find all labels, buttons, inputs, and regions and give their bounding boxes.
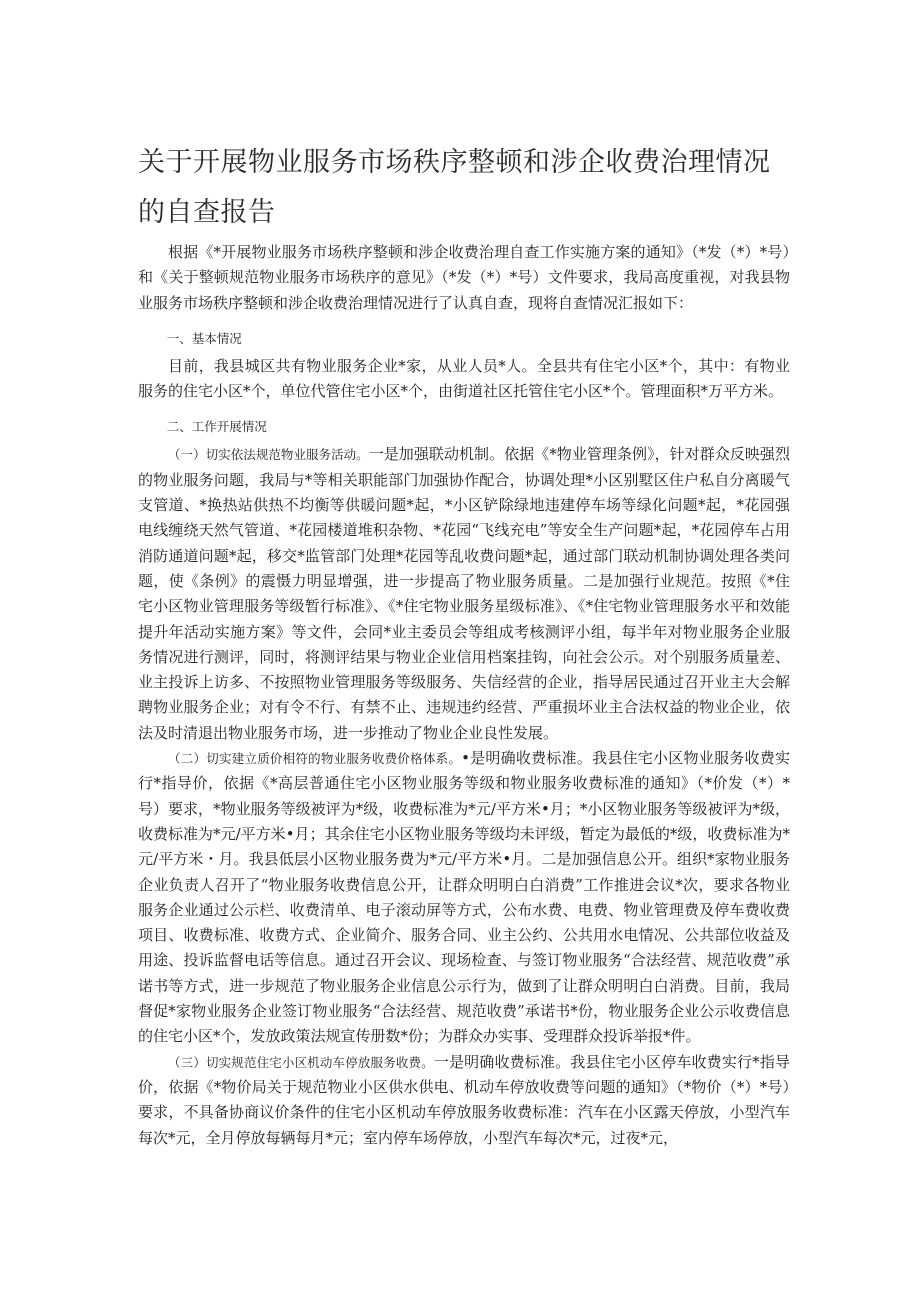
document-title: 关于开展物业服务市场秩序整顿和涉企收费治理情况的自查报告 <box>138 147 771 228</box>
document-body <box>138 240 790 1151</box>
item2-text: •是明确收费标准。我县住宅小区物业服务收费实行*指导价，依据《*高层普通住宅小区物业服务等级和物业服务收费标准的通知》（*价发（*）*号）要求，*物业服务等级被评为*级，收费标准为*元/平方米•月；*小区物业服务等级被评为*级，收费标准为*元/平方米•月；其余住宅小区物业服务等级均未评级，暂定为最低的*级，收费标准为*元/平方米・月。我县低层小区物业服务费为*元/平方米•月。二是加强信息公开。组织*家物业服务企业负责人召开了“物业服务收费信息公开，让群众明明白白消费”工作推进会议*次，要求各物业服务企业通过公示栏、收费清单、电子滚动屏等方式，公布水费、电费、物业管理费及停车费收费项目、收费标准、收费方式、企业简介、服务合同、业主公约、公共用水电情况、公共部位收益及用途、投诉监督电话等信息。通过召开会议、现场检查、与签订物业服务“合法经营、规范收费”承诺书等方式，进一步规范了物业服务企业信息公示行为，做到了让群众明明白白消费。目前，我局督促*家物业服务企业签订物业服务“合法经营、规范收费”承诺书*份，物业服务企业公示收费信息的住宅小区*个，发放政策法规宣传册数*份；为群众办实事、受理群众投诉举报*件。 <box>138 749 790 1046</box>
item1-paragraph <box>138 442 790 746</box>
item3-lead: （三）切实规范住宅小区机动车停放服务收费。 <box>168 1054 434 1070</box>
item3-paragraph <box>138 1050 790 1151</box>
item3-text: 一是明确收费标准。我县住宅小区停车收费实行*指导价，依据《*物价局关于规范物业小区供水供电、机动车停放收费等问题的通知》（*物价（*）*号）要求，不具备协商议价条件的住宅小区机动车停放服务收费标准：汽车在小区露天停放，小型汽车每次*元，全月停放每辆每月*元；室内停车场停放，小型汽车每次*元，过夜*元， <box>138 1052 790 1147</box>
item1-text: 一是加强联动机制。依据《*物业管理条例》，针对群众反映强烈的物业服务问题，我局与*等相关职能部门加强协作配合，协调处理*小区别墅区住户私自分离暖气支管道、*换热站供热不均衡等供暖问题*起，*小区铲除绿地违建停车场等绿化问题*起，*花园强电线缠绕天然气管道、*花园楼道堆积杂物、*花园“飞线充电”等安全生产问题*起，*花园停车占用消防通道问题*起，移交*监管部门处理*花园等乱收费问题*起，通过部门联动机制协调处理各类问题，使《条例》的震慑力明显增强，进一步提高了物业服务质量。二是加强行业规范。按照《*住宅小区物业管理服务等级暂行标准》、《*住宅物业服务星级标准》、《*住宅物业管理服务水平和效能提升年活动实施方案》等文件，会同*业主委员会等组成考核测评小组，每半年对物业服务企业服务情况进行测评，同时，将测评结果与物业企业信用档案挂钩，向社会公示。对个别服务质量差、业主投诉上访多、不按照物业管理服务等级服务、失信经营的企业，指导居民通过召开业主大会解聘物业服务企业；对有令不行、有禁不止、违规违约经营、严重损坏业主合法权益的物业企业，依法及时清退出物业服务市场，进一步推动了物业企业良性发展。 <box>138 445 790 742</box>
section1-heading: 一、基本情况 <box>166 330 242 346</box>
intro-paragraph: 根据《*开展物业服务市场秩序整顿和涉企收费治理自查工作实施方案的通知》（*发（*）*号）和《关于整顿规范物业服务市场秩序的意见》（*发（*）*号）文件要求，我局高度重视，对我县物业服务市场秩序整顿和涉企收费治理情况进行了认真自查，现将自查情况汇报如下： <box>138 243 790 312</box>
item1-lead: （一）切实依法规范物业服务活动。 <box>168 447 369 463</box>
item2-paragraph <box>138 746 790 1050</box>
item2-lead: （二）切实建立质价相符的物业服务收费价格体系。 <box>168 751 462 767</box>
section2-heading: 二、工作开展情况 <box>166 419 267 435</box>
section1-paragraph: 目前，我县城区共有物业服务企业*家，从业人员*人。全县共有住宅小区*个，其中：有物业服务的住宅小区*个，单位代管住宅小区*个，由街道社区托管住宅小区*个。管理面积*万平方米。 <box>138 356 790 401</box>
